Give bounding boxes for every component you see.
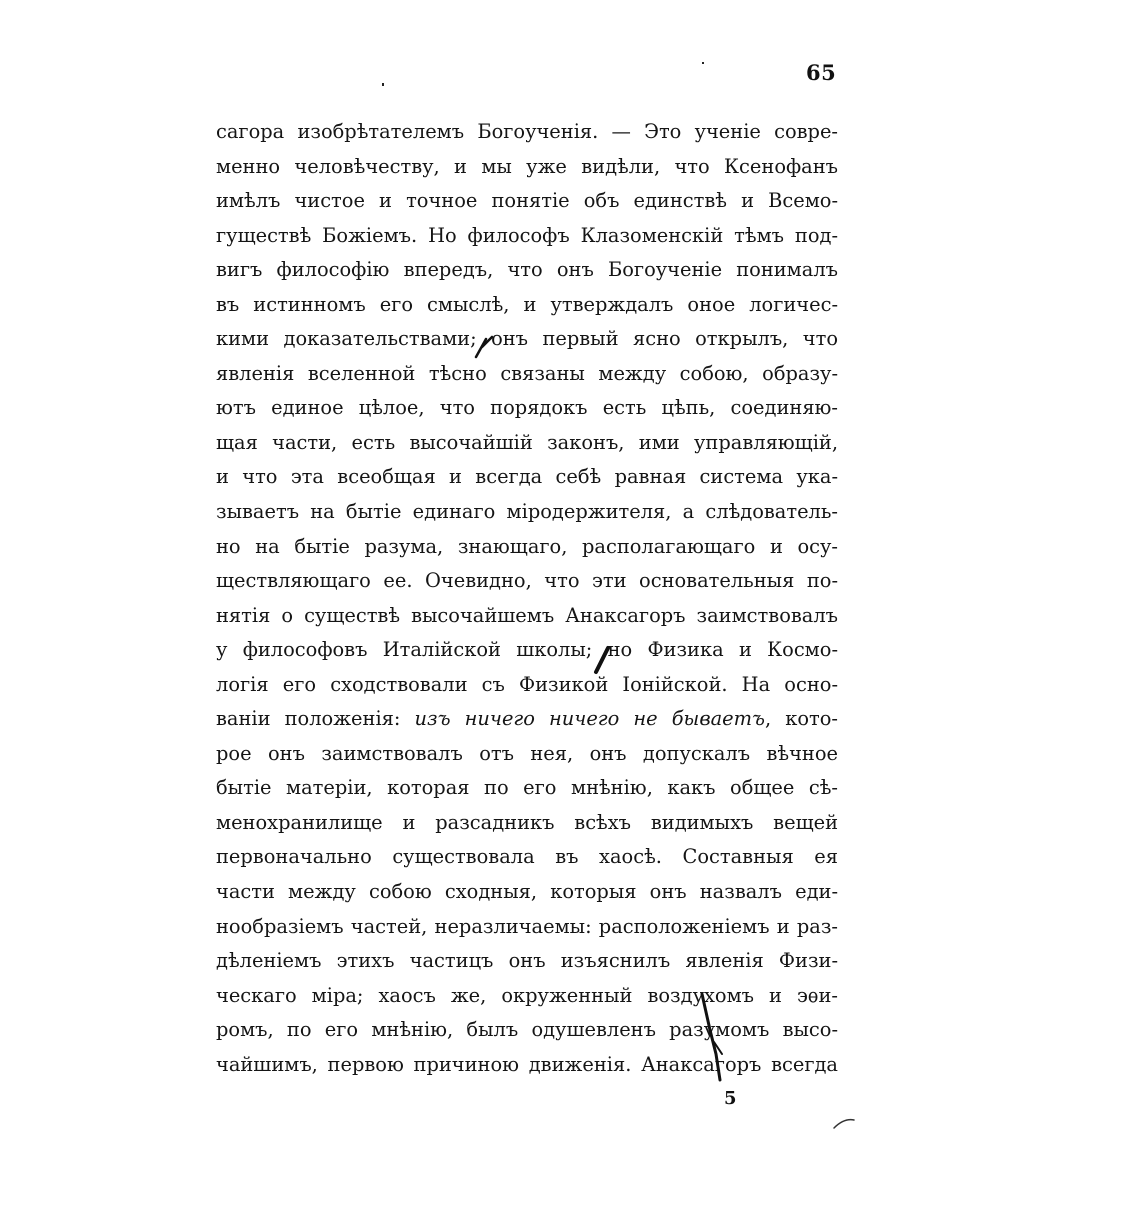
text-line: нятія о существѣ высочайшемъ Анаксагоръ заимствовалъ [216, 603, 838, 627]
text-line: менно человѣчеству, и мы уже видѣли, что Ксенофанъ [216, 154, 838, 178]
page-number: 65 [806, 60, 837, 85]
text-line: ютъ единое цѣлое, что порядокъ есть цѣпь, соединяю- [216, 396, 838, 420]
text-line: логія его сходствовали съ Физикой Іонійской. На осно- [216, 672, 838, 696]
text-line: у философовъ Италійской школы; но Физика и Космо- [216, 638, 838, 662]
text-line: кими доказательствами; онъ первый ясно открылъ, что [216, 327, 838, 351]
text-line: сагора изобрѣтателемъ Богоученія. — Это ученіе совре- [216, 120, 838, 143]
pen-mark [690, 990, 750, 1110]
text-line: явленія вселенной тѣсно связаны между собою, образу- [216, 361, 838, 385]
italic-phrase: изъ ничего ничего не бываетъ [414, 707, 765, 731]
text-line: щая части, есть высочайшій законъ, ими управляющій, [216, 430, 838, 454]
text-line: зываетъ на бытіе единаго міродержителя, а слѣдователь- [216, 500, 838, 524]
text-line: части между собою сходныя, которыя онъ назвалъ еди- [216, 880, 838, 904]
ink-speck [702, 62, 704, 64]
text-segment: ваніи положенія: [216, 707, 401, 731]
text-line-mixed [216, 702, 838, 737]
text-line: вигъ философію впередъ, что онъ Богоученіе понималъ [216, 258, 838, 282]
pen-mark [468, 333, 508, 363]
text-line: ческаго міра; хаосъ же, окруженный воздухомъ и эѳи- [216, 983, 838, 1007]
text-line: рое онъ заимствовалъ отъ нея, онъ допускалъ вѣчное [216, 741, 838, 765]
pen-mark [586, 642, 626, 682]
text-line: ромъ, по его мнѣнію, былъ одушевленъ разумомъ высо- [216, 1018, 838, 1042]
text-line: и что эта всеобщая и всегда себѣ равная система ука- [216, 465, 838, 489]
text-segment: , кото- [764, 707, 838, 731]
pen-mark [830, 1114, 860, 1134]
text-line: нообразіемъ частей, неразличаемы: расположеніемъ и раз- [216, 914, 838, 938]
text-line: чайшимъ, первою причиною движенія. Анаксагоръ всегда [216, 1052, 838, 1076]
text-line: первоначально существовала въ хаосѣ. Составныя ея [216, 845, 838, 869]
bottom-mark: 5 [724, 1088, 737, 1109]
text-line: ществляющаго ее. Очевидно, что эти основательныя по- [216, 569, 838, 593]
ink-speck [382, 83, 384, 86]
text-line: гуществѣ Божіемъ. Но философъ Клазоменскій тѣмъ под- [216, 223, 838, 247]
text-line: менохранилище и разсадникъ всѣхъ видимыхъ вещей [216, 810, 838, 834]
body-text [216, 115, 838, 1082]
text-line: бытіе матеріи, которая по его мнѣнію, какъ общее сѣ- [216, 776, 838, 800]
text-line: дѣленіемъ этихъ частицъ онъ изъяснилъ явленія Физи- [216, 949, 838, 973]
text-line: но на бытіе разума, знающаго, располагающаго и осу- [216, 534, 838, 558]
text-line: въ истинномъ его смыслѣ, и утверждалъ оное логичес- [216, 292, 838, 316]
text-line: имѣлъ чистое и точное понятіе объ единствѣ и Всемо- [216, 189, 838, 213]
